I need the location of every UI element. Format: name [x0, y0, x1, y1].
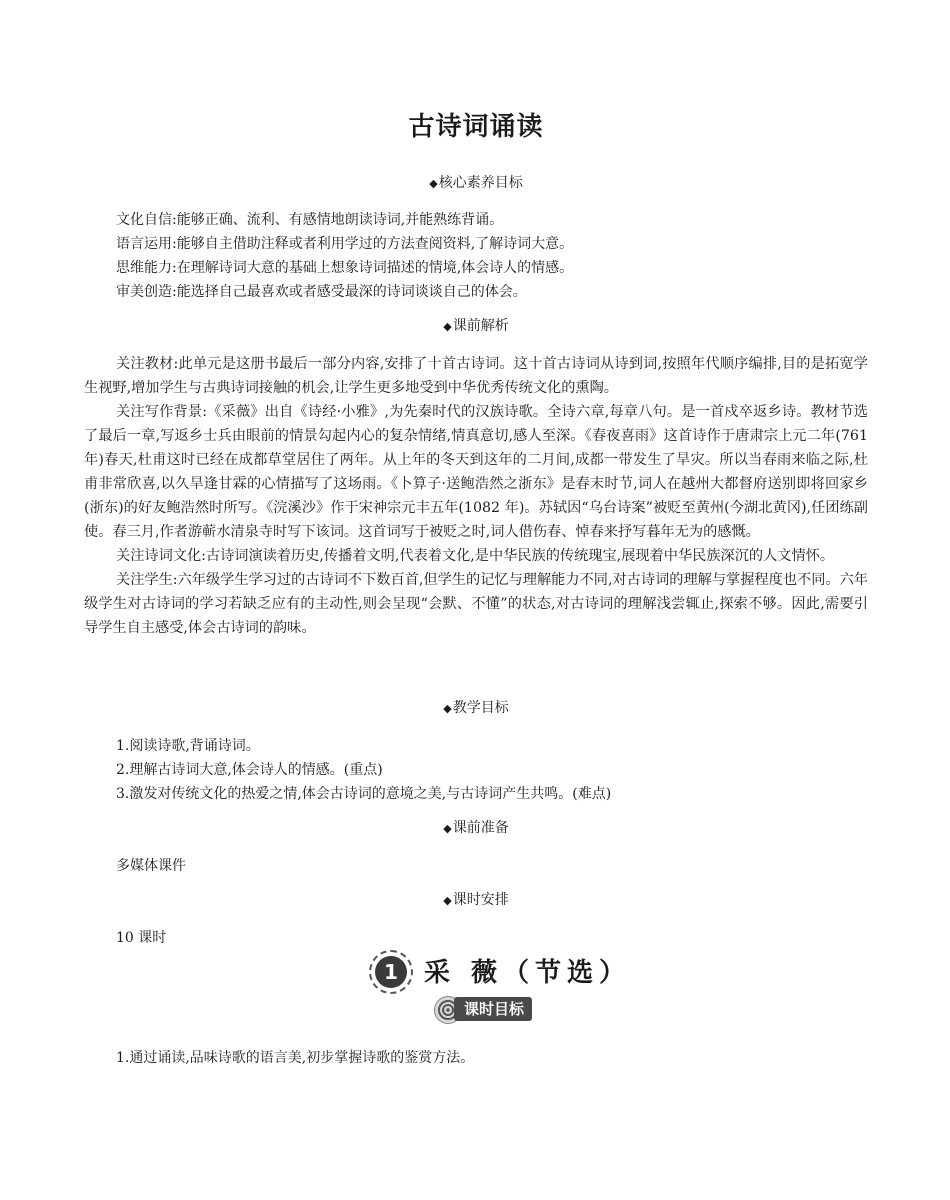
lesson-number-badge: [369, 950, 413, 994]
analysis-paragraphs: [84, 352, 868, 640]
page-title: 古诗词诵读: [408, 112, 544, 142]
core-item: 文化自信:能够正确、流利、有感情地朗读诗词,并能熟练背诵。: [116, 212, 504, 228]
core-item: 审美创造:能选择自己最喜欢或者感受最深的诗词谈谈自己的体会。: [116, 284, 527, 300]
goal-item: 3.激发对传统文化的热爱之情,体会古诗词的意境之美,与古诗词产生共鸣。(难点): [116, 786, 612, 802]
diamond-icon: ◆: [443, 894, 452, 907]
diamond-icon: ◆: [443, 702, 452, 715]
lesson-goal-label: 课时目标: [454, 997, 532, 1021]
section-heading-goals: ◆教学目标: [443, 700, 509, 716]
goal-item: 2.理解古诗词大意,体会诗人的情感。(重点): [116, 762, 383, 778]
section-heading-schedule: ◆课时安排: [443, 892, 509, 908]
analysis-paragraph: 关注教材:此单元是这册书最后一部分内容,安排了十首古诗词。这十首古诗词从诗到词,按照年代顺序编排,目的是拓宽学生视野,增加学生与古典诗词接触的机会,让学生更多地受到中华优秀传统文化的熏陶。: [84, 356, 868, 396]
analysis-paragraph: 关注诗词文化:古诗词演读着历史,传播着文明,代表着文化,是中华民族的传统瑰宝,展现着中华民族深沉的人文情怀。: [116, 548, 835, 564]
lesson-goal-item: 1.通过诵读,品味诗歌的语言美,初步掌握诗歌的鉴赏方法。: [116, 1050, 475, 1066]
lesson-title: 采 薇（节选）: [424, 958, 632, 988]
section-heading-analysis: ◆课前解析: [443, 318, 509, 334]
schedule-text: 10 课时: [116, 930, 167, 946]
analysis-paragraph: 关注学生:六年级学生学习过的古诗词不下数百首,但学生的记忆与理解能力不同,对古诗词的理解与掌握程度也不同。六年级学生对古诗词的学习若缺乏应有的主动性,则会呈现“会默、不懂”的状态,对古诗词的理解浅尝辄止,探索不够。因此,需要引导学生自主感受,体会古诗词的韵味。: [84, 572, 868, 636]
section-heading-core: ◆核心素养目标: [429, 175, 523, 191]
diamond-icon: ◆: [443, 822, 452, 835]
section-heading-prep: ◆课前准备: [443, 820, 509, 836]
core-item: 思维能力:在理解诗词大意的基础上想象诗词描述的情境,体会诗人的情感。: [116, 260, 574, 276]
prep-text: 多媒体课件: [116, 858, 186, 874]
core-item: 语言运用:能够自主借助注释或者利用学过的方法查阅资料,了解诗词大意。: [116, 236, 574, 252]
analysis-paragraph: 关注写作背景:《采薇》出自《诗经·小雅》,为先秦时代的汉族诗歌。全诗六章,每章八句。是一首戍卒返乡诗。教材节选了最后一章,写返乡士兵由眼前的情景勾起内心的复杂情绪,情真意切,感人至深。《春夜喜雨》这首诗作于唐肃宗上元二年(761 年)春天,杜甫这时已经在成都草堂居住了两年。从上年的冬天到这年的二月间,成都一带发生了旱灾。所以当春雨来临之际,杜甫非常欣喜,以久旱逢甘霖的心情描写了这场雨。《卜算子·送鲍浩然之浙东》是春末时节,词人在越州大都督府送别即将回家乡(浙东)的好友鲍浩然时所写。《浣溪沙》作于宋神宗元丰五年(1082 年)。苏轼因“乌台诗案”被贬至黄州(今湖北黄冈),任团练副使。春三月,作者游蕲水清泉寺时写下该词。这首词写于被贬之时,词人借伤春、悼春来抒写暮年无为的感慨。: [84, 404, 868, 540]
diamond-icon: ◆: [429, 177, 438, 190]
diamond-icon: ◆: [443, 320, 452, 333]
goal-item: 1.阅读诗歌,背诵诗词。: [116, 738, 260, 754]
lesson-banner: [84, 948, 868, 998]
lesson-number: 1: [375, 956, 407, 988]
